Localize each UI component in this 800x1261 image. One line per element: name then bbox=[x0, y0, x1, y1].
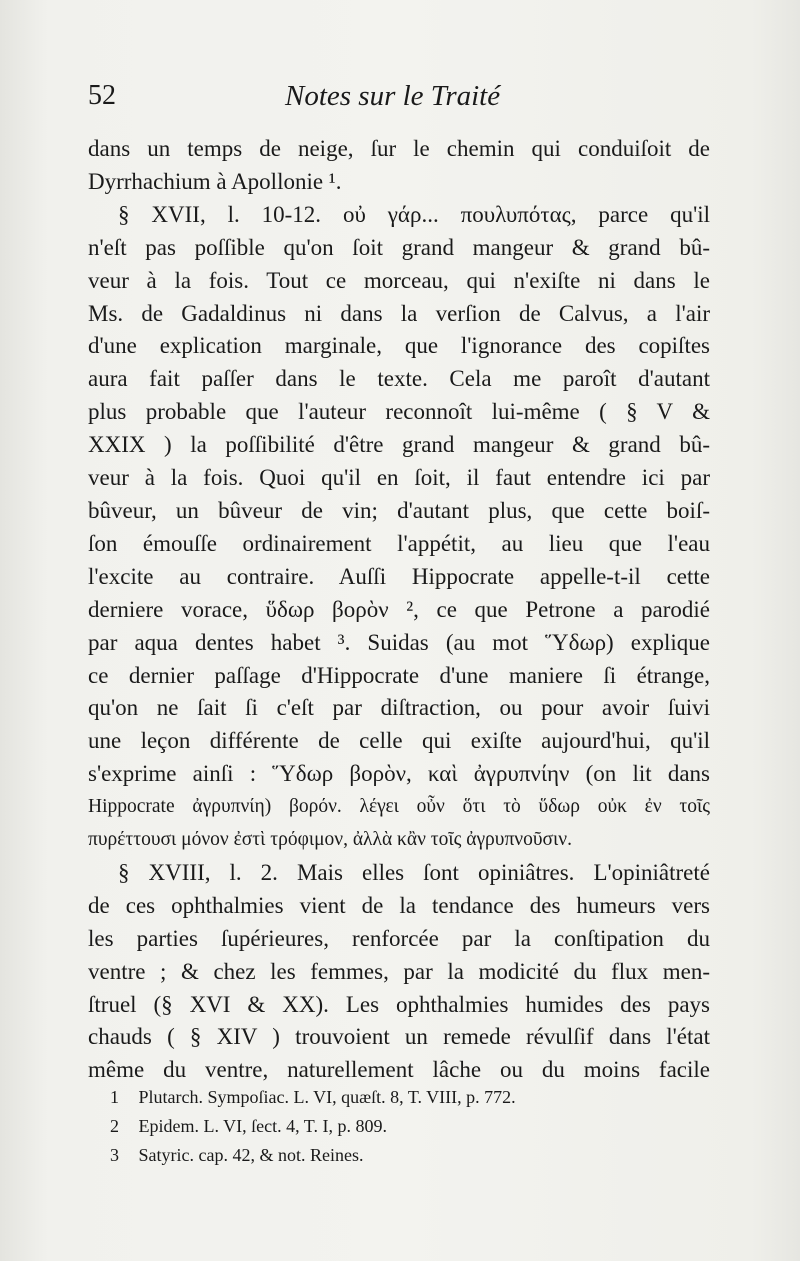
text-line: XXIX ) la poſſibilité d'être grand mangeur & grand bû- bbox=[88, 432, 710, 458]
running-head bbox=[88, 80, 708, 120]
text-line: ſtruel (§ XVI & XX). Les ophthalmies humides des pays bbox=[88, 991, 710, 1017]
footnote-text: Satyric. cap. 42, & not. Reines. bbox=[138, 1145, 364, 1165]
text-line: dans un temps de neige, ſur le chemin qui conduiſoit de bbox=[88, 136, 710, 161]
text-line: les parties ſupérieures, renforcée par la conſtipation du bbox=[88, 925, 710, 951]
text-line: qu'on ne ſait ſi c'eſt par diſtraction, ou pour avoir ſuivi bbox=[88, 695, 710, 721]
text-line: aura fait paſſer dans le texte. Cela me paroît d'autant bbox=[88, 366, 710, 392]
text-line: par aqua dentes habet ³. Suidas (au mot Ὕδωρ) explique bbox=[88, 629, 710, 655]
text-line: Dyrrhachium à Apollonie ¹. bbox=[88, 168, 342, 194]
footnote-number: 1 bbox=[110, 1087, 119, 1107]
text-line: chauds ( § XIV ) trouvoient un remede révulſif dans l'état bbox=[88, 1024, 710, 1050]
footnote bbox=[110, 1141, 710, 1170]
text-line: plus probable que l'auteur reconnoît lui-même ( § V & bbox=[88, 399, 710, 425]
text-line: même du ventre, naturellement lâche ou du moins facile bbox=[88, 1057, 710, 1083]
greek-text-line: Hippocrate ἀγρυπνίη) βορόν. λέγει οὖν ὅτι τὸ ὕδωρ οὐκ ἐν τοῖς bbox=[88, 796, 710, 818]
page-number: 52 bbox=[88, 80, 116, 111]
running-title: Notes sur le Traité bbox=[285, 80, 501, 112]
footnote-number: 2 bbox=[110, 1116, 119, 1136]
footnote-text: Plutarch. Sympoſiac. L. VI, quæſt. 8, T. VIII, p. 772. bbox=[138, 1087, 516, 1107]
text-line: bûveur, un bûveur de vin; d'autant plus, que cette boiſ- bbox=[88, 497, 710, 523]
text-line: ſon émouſſe ordinairement l'appétit, au lieu que l'eau bbox=[88, 530, 710, 556]
footnote-number: 3 bbox=[110, 1145, 119, 1165]
greek-text-line: πυρέττουσι μόνον ἐστὶ τρόφιμον, ἀλλὰ κἂν τοῖς ἀγρυπνοῦσιν. bbox=[88, 829, 572, 851]
text-line: de ces ophthalmies vient de la tendance des humeurs vers bbox=[88, 892, 710, 918]
text-line: l'excite au contraire. Auſſi Hippocrate appelle-t-il cette bbox=[88, 563, 710, 589]
text-line: une leçon différente de celle qui exiſte aujourd'hui, qu'il bbox=[88, 728, 710, 754]
footnote-text: Epidem. L. VI, ſect. 4, T. I, p. 809. bbox=[138, 1116, 387, 1136]
text-line: § XVII, l. 10-12. οὐ γάρ... πουλυπότας, parce qu'il bbox=[118, 201, 710, 227]
text-line: veur à la fois. Quoi qu'il en ſoit, il faut entendre ici par bbox=[88, 465, 710, 491]
text-line: ce dernier paſſage d'Hippocrate d'une maniere ſi étrange, bbox=[88, 662, 710, 688]
text-line: derniere vorace, ὕδωρ βορὸν ², ce que Petrone a parodié bbox=[88, 596, 710, 622]
footnote bbox=[110, 1112, 710, 1141]
text-line: n'eſt pas poſſible qu'on ſoit grand mangeur & grand bû- bbox=[88, 234, 710, 260]
text-line: ventre ; & chez les femmes, par la modicité du flux men- bbox=[88, 958, 710, 984]
text-line: Ms. de Gadaldinus ni dans la verſion de Calvus, a l'air bbox=[88, 300, 710, 326]
footnotes bbox=[110, 1083, 710, 1170]
text-line: veur à la fois. Tout ce morceau, qui n'exiſte ni dans le bbox=[88, 267, 710, 293]
text-line: § XVIII, l. 2. Mais elles ſont opiniâtres. L'opiniâtreté bbox=[118, 859, 710, 885]
footnote bbox=[110, 1083, 710, 1112]
text-line: d'une explication marginale, que l'ignorance des copiſtes bbox=[88, 333, 710, 359]
body-text bbox=[88, 133, 710, 1087]
text-line: s'exprime ainſi : Ὕδωρ βορὸν, καὶ ἀγρυπνίην (on lit dans bbox=[88, 761, 710, 787]
